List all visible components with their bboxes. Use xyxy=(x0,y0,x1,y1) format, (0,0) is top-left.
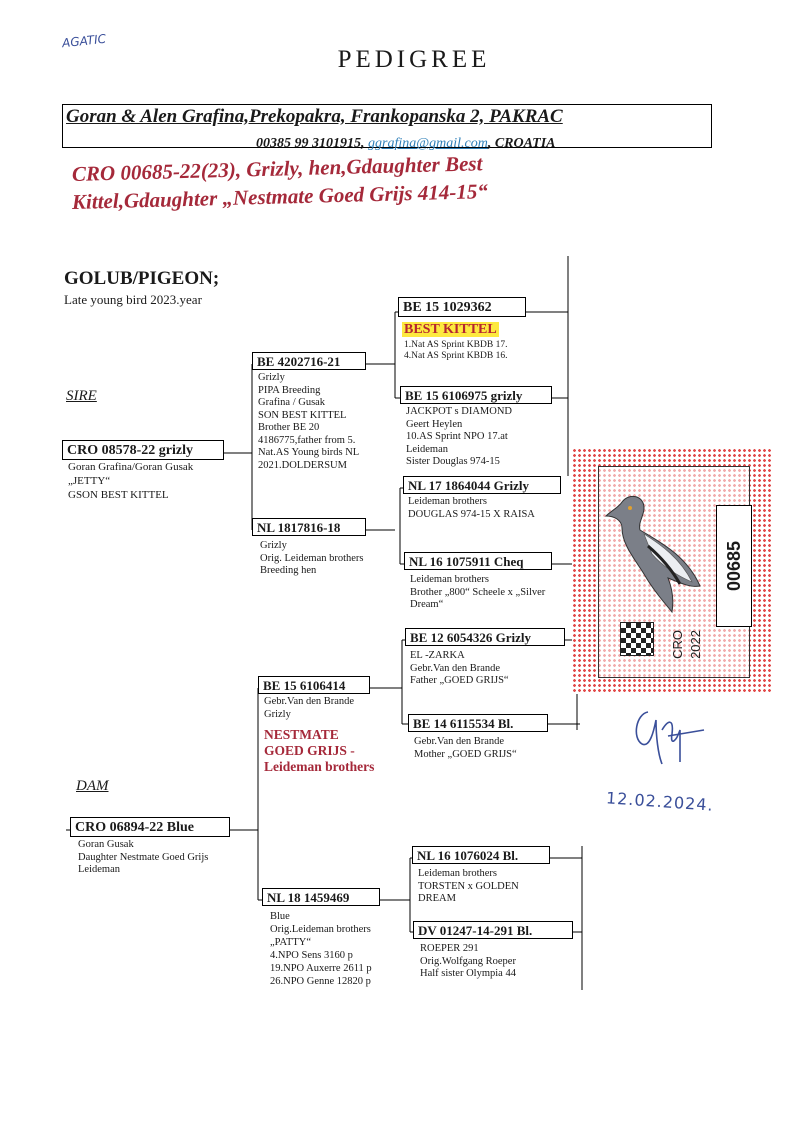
pigeon-heading: GOLUB/PIGEON; xyxy=(64,268,220,289)
dam-sire-info-line: Grizly xyxy=(264,708,291,720)
dds-info-line: Leideman brothers xyxy=(418,868,498,879)
ssd-info-line: JACKPOT s DIAMOND xyxy=(406,406,512,417)
sire-dam-ring: NL 1817816-18 xyxy=(252,518,366,536)
dss-info-line: Gebr.Van den Brande xyxy=(410,662,501,674)
dds-info-line: TORSTEN x GOLDEN xyxy=(418,880,519,892)
stamp-year: 2022 xyxy=(688,630,703,659)
dam-dam-info-line: 4.NPO Sens 3160 p xyxy=(270,950,353,961)
dss-info xyxy=(410,650,509,688)
headline-line-1: CRO 00685-22(23), Grizly, hen,Gdaughter Best xyxy=(71,151,483,186)
sire-sire-info-line: Grafina / Gusak xyxy=(258,397,326,408)
page-title: PEDIGREE xyxy=(337,46,491,73)
sire-sire-info-line: SON BEST KITTEL xyxy=(258,409,347,421)
signature-date: 12.02.2024. xyxy=(605,788,715,815)
dam-dam-info-line: Orig.Leideman brothers xyxy=(270,924,371,935)
dam-label: DAM xyxy=(76,778,109,794)
checkerboard-icon xyxy=(620,622,654,656)
headline-line-2: Kittel,Gdaughter „Nestmate Goed Grijs 414-15“ xyxy=(71,179,489,214)
sire-sire-info-line: 4186775,father from 5. xyxy=(258,434,356,446)
sds-ring: NL 17 1864044 Grizly xyxy=(403,476,561,494)
sdd-info-line: Brother „800“ Scheele x „Silver xyxy=(410,586,546,598)
dsd-info-line: Mother „GOED GRIJS“ xyxy=(414,748,517,760)
dam-info-line: Leideman xyxy=(78,864,120,875)
sire-sire-info-line: 2021.DOLDERSUM xyxy=(258,459,347,471)
ssd-info-line: Leideman xyxy=(406,443,448,455)
dam-info-line: Goran Gusak xyxy=(78,839,134,850)
sds-info-line: Leideman brothers xyxy=(408,496,488,507)
dss-info-line: Father „GOED GRIJS“ xyxy=(410,675,509,686)
owner-email-link[interactable]: ggrafina@gmail.com xyxy=(368,136,488,151)
sire-info-line: „JETTY“ xyxy=(68,475,111,487)
owner-phone: 00385 99 3101915, xyxy=(256,136,365,151)
dam-dam-info-line: 19.NPO Auxerre 2611 p xyxy=(270,963,372,974)
dss-info-line: EL -ZARKA xyxy=(410,650,465,661)
sss-info xyxy=(404,340,507,362)
dam-ring: CRO 06894-22 Blue xyxy=(70,817,230,837)
sdd-info-line: Leideman brothers xyxy=(410,574,490,585)
sss-info-line: 1.Nat AS Sprint KBDB 17. xyxy=(404,340,508,350)
sire-sire-ring: BE 4202716-21 xyxy=(252,352,366,370)
dam-sire-info-line: Gebr.Van den Brande xyxy=(264,696,355,707)
dam-dam-info xyxy=(270,910,372,988)
sire-dam-info-line: Grizly xyxy=(260,540,287,551)
sire-info-line: Goran Grafina/Goran Gusak xyxy=(68,461,194,473)
sdd-info-line: Dream“ xyxy=(410,599,444,610)
stamp-number: 00685 xyxy=(716,505,752,627)
dam-sire-highlight-line: NESTMATE xyxy=(264,727,339,742)
dds-info-line: DREAM xyxy=(418,893,456,904)
sire-dam-info-line: Orig. Leideman brothers xyxy=(260,552,364,564)
sire-sire-info-line: Brother BE 20 xyxy=(258,422,320,433)
dds-info xyxy=(418,868,519,906)
dam-info xyxy=(78,839,208,877)
dam-sire-ring: BE 15 6106414 xyxy=(258,676,370,694)
dam-sire-info xyxy=(264,696,354,721)
dam-dam-ring: NL 18 1459469 xyxy=(262,888,380,906)
ddd-ring: DV 01247-14-291 Bl. xyxy=(413,921,573,939)
bird-age-note: Late young bird 2023.year xyxy=(64,292,202,307)
owner-country: , CROATIA xyxy=(487,136,556,151)
ddd-info-line: ROEPER 291 xyxy=(420,943,479,954)
corner-handwritten-note: AGATIC xyxy=(61,31,107,51)
best-kittel-label: BEST KITTEL xyxy=(404,322,497,337)
sdd-info xyxy=(410,574,545,612)
ssd-info-line: Geert Heylen xyxy=(406,418,463,430)
sire-sire-info xyxy=(258,372,359,472)
owner-contact xyxy=(256,136,556,152)
ssd-info-line: Sister Douglas 974-15 xyxy=(406,456,500,467)
dam-dam-info-line: Blue xyxy=(270,911,290,922)
handwritten-signature xyxy=(628,700,708,772)
dam-sire-highlight xyxy=(264,727,374,775)
pigeon-icon xyxy=(600,488,710,618)
sire-ring: CRO 08578-22 grizly xyxy=(62,440,224,460)
owner-address: Goran & Alen Grafina,Prekopakra, Frankopanska 2, PAKRAC xyxy=(66,106,563,127)
stamp-country: CRO xyxy=(670,630,685,659)
sire-label: SIRE xyxy=(66,388,97,404)
sss-info-line: 4.Nat AS Sprint KBDB 16. xyxy=(404,351,508,361)
sds-info-line: DOUGLAS 974-15 X RAISA xyxy=(408,508,535,520)
ddd-info-line: Half sister Olympia 44 xyxy=(420,968,516,979)
dds-ring: NL 16 1076024 Bl. xyxy=(412,846,550,864)
sdd-ring: NL 16 1075911 Cheq xyxy=(404,552,552,570)
sss-ring: BE 15 1029362 xyxy=(398,297,526,317)
ssd-ring: BE 15 6106975 grizly xyxy=(400,386,552,404)
ddd-info xyxy=(420,943,516,981)
dsd-info-line: Gebr.Van den Brande xyxy=(414,736,505,747)
sss-highlight xyxy=(402,320,499,338)
sire-sire-info-line: Nat.AS Young birds NL xyxy=(258,447,360,458)
ssd-info-line: 10.AS Sprint NPO 17.at xyxy=(406,431,508,442)
sire-sire-info-line: Grizly xyxy=(258,372,285,383)
ddd-info-line: Orig.Wolfgang Roeper xyxy=(420,955,516,967)
sds-info xyxy=(408,496,535,521)
sire-info xyxy=(68,460,193,502)
sire-dam-info-line: Breeding hen xyxy=(260,565,317,576)
sire-info-line: GSON BEST KITTEL xyxy=(68,489,169,501)
dsd-info xyxy=(414,736,517,761)
sire-sire-info-line: PIPA Breeding xyxy=(258,384,321,396)
dam-sire-highlight-line: Leideman brothers xyxy=(264,759,375,774)
sire-dam-info xyxy=(260,540,364,578)
dam-sire-highlight-line: GOED GRIJS - xyxy=(264,743,355,758)
dss-ring: BE 12 6054326 Grizly xyxy=(405,628,565,646)
ssd-info xyxy=(406,406,512,469)
dam-dam-info-line: 26.NPO Genne 12820 p xyxy=(270,976,371,987)
dam-info-line: Daughter Nestmate Goed Grijs xyxy=(78,851,209,863)
dam-dam-info-line: „PATTY“ xyxy=(270,937,312,948)
dsd-ring: BE 14 6115534 Bl. xyxy=(408,714,548,732)
